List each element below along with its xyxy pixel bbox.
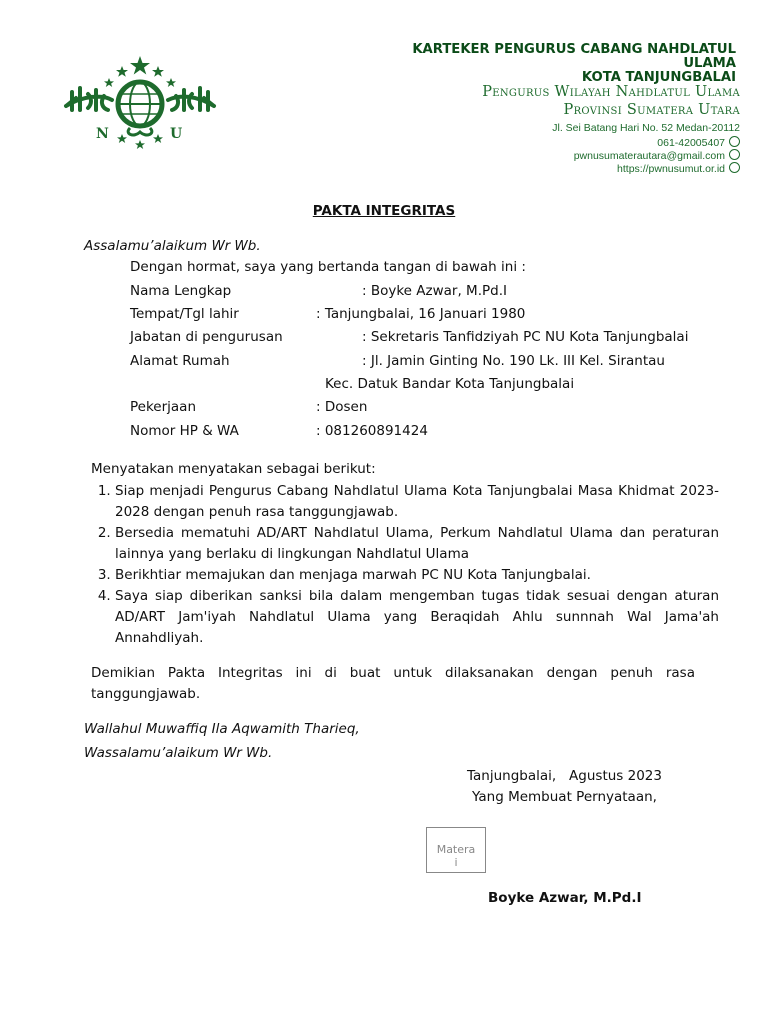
signer-caption: Yang Membuat Pernyataan,	[472, 789, 657, 805]
job-label: Pekerjaan	[130, 399, 197, 415]
karteker-heading	[376, 43, 736, 85]
list-item: 2. Bersedia mematuhi AD/ART Nahdlatul Ulama, Perkum Nahdlatul Ulama dan peraturan lainnya yang berlaku di lingkungan Nahdlatul Ulama	[115, 523, 719, 565]
name-value: : Boyke Azwar, M.Pd.I	[362, 283, 507, 299]
address-label: Alamat Rumah	[130, 353, 230, 369]
address-value-line-2: Kec. Datuk Bandar Kota Tanjungbalai	[325, 376, 575, 392]
job-value: : Dosen	[316, 399, 368, 415]
pw-line-1: Pengurus Wilayah Nahdlatul Ulama	[482, 84, 740, 100]
name-label: Nama Lengkap	[130, 283, 232, 299]
logo-letter-n: N	[96, 126, 109, 142]
phone-value: : 081260891424	[316, 423, 428, 439]
pw-line-2: Provinsi Sumatera Utara	[563, 102, 740, 118]
materai-stamp-box	[426, 827, 486, 873]
header-email-text: pwnusumaterautara@gmail.com	[573, 150, 725, 162]
karteker-line-1: KARTEKER PENGURUS CABANG NAHDLATUL	[412, 42, 736, 57]
materai-label: Materai	[436, 843, 476, 869]
header-website-text: https://pwnusumut.or.id	[617, 163, 725, 175]
closing-paragraph: Demikian Pakta Integritas ini di buat untuk dilaksanakan dengan penuh rasa tanggungjawab.	[91, 665, 695, 702]
globe-icon	[729, 162, 740, 173]
nu-logo	[62, 54, 218, 150]
phone-label: Nomor HP & WA	[130, 423, 239, 439]
closing-line-2: Wassalamu’alaikum Wr Wb.	[84, 745, 273, 761]
intro-text: Dengan hormat, saya yang bertanda tangan di bawah ini :	[130, 259, 526, 275]
greeting: Assalamu’alaikum Wr Wb.	[84, 238, 261, 254]
closing-line-1: Wallahul Muwaffiq Ila Aqwamith Tharieq,	[84, 721, 360, 737]
list-item: 3. Berikhtiar memajukan dan menjaga marwah PC NU Kota Tanjungbalai.	[115, 565, 719, 586]
signer-name: Boyke Azwar, M.Pd.I	[488, 890, 642, 906]
header-phone	[657, 136, 740, 149]
place-date: Tanjungbalai, Agustus 2023	[467, 768, 662, 784]
document-title: PAKTA INTEGRITAS	[312, 203, 456, 219]
phone-icon	[729, 136, 740, 147]
address-value: : Jl. Jamin Ginting No. 190 Lk. III Kel. Sirantau	[362, 353, 665, 369]
birth-value: : Tanjungbalai, 16 Januari 1980	[316, 306, 526, 322]
header-address: Jl. Sei Batang Hari No. 52 Medan-20112	[552, 122, 740, 134]
statement-list	[91, 481, 719, 649]
header-email	[574, 149, 740, 162]
header-phone-text: 061-42005407	[657, 137, 725, 149]
statement-intro: Menyatakan menyatakan sebagai berikut:	[91, 461, 376, 477]
karteker-line-2: ULAMA	[683, 56, 736, 71]
birth-label: Tempat/Tgl lahir	[130, 306, 239, 322]
position-value: : Sekretaris Tanfidziyah PC NU Kota Tanjungbalai	[362, 329, 689, 345]
list-item: 1. Siap menjadi Pengurus Cabang Nahdlatul Ulama Kota Tanjungbalai Masa Khidmat 2023-2028 dengan penuh rasa tanggungjawab.	[115, 481, 719, 523]
header-website	[617, 162, 740, 175]
list-item: 4. Saya siap diberikan sanksi bila dalam mengemban tugas tidak sesuai dengan aturan AD/ART Jam'iyah Nahdlatul Ulama yang Beraqidah Ahlu sunnnah Wal Jama'ah Annahdliyah.	[115, 586, 719, 649]
position-label: Jabatan di pengurusan	[130, 329, 283, 345]
email-icon	[729, 149, 740, 160]
logo-letter-u: U	[170, 126, 183, 142]
karteker-line-3: KOTA TANJUNGBALAI	[581, 70, 736, 85]
nu-emblem-icon	[62, 54, 218, 150]
